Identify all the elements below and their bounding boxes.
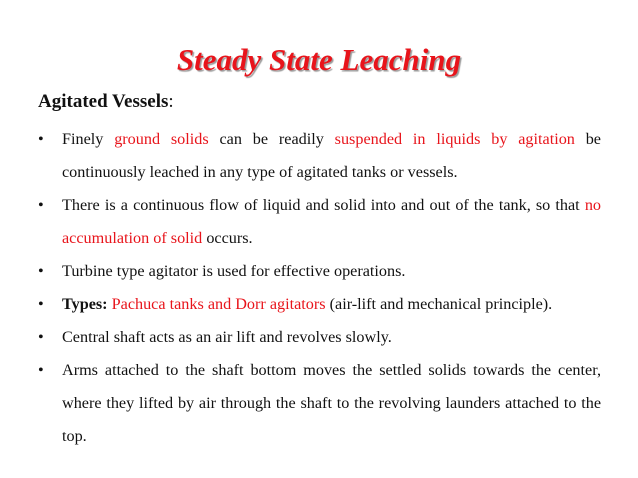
bullet-dot-icon: •	[38, 262, 44, 280]
bullet-text: occurs.	[202, 229, 253, 247]
bold-label: Types:	[62, 295, 108, 313]
bullet-text: Finely	[62, 130, 115, 148]
bullet-dot-icon: •	[38, 361, 44, 379]
slide-title: Steady State Leaching	[176, 42, 462, 77]
bullet-item	[38, 354, 601, 453]
bullet-dot-icon: •	[38, 130, 44, 148]
section-heading-label: Agitated Vessels	[38, 91, 169, 112]
bullet-item	[38, 255, 601, 288]
bullet-text: Central shaft acts as an air lift and revolves slowly.	[62, 328, 392, 346]
bullet-text: Turbine type agitator is used for effective operations.	[62, 262, 406, 280]
highlighted-text: no accumulation of solid	[62, 196, 601, 247]
section-heading	[38, 90, 174, 114]
highlighted-text: ground solids	[114, 130, 209, 148]
bullet-text: There is a continuous flow of liquid and solid into and out of the tank, so that	[62, 196, 585, 214]
bullet-item	[38, 321, 601, 354]
section-heading-colon: :	[168, 91, 174, 112]
bullet-dot-icon: •	[38, 196, 44, 214]
bullet-text: Arms attached to the shaft bottom moves the settled solids towards the center, where they lifted by air through the shaft to the revolving launders attached to the top.	[62, 361, 601, 445]
bullet-dot-icon: •	[38, 295, 44, 313]
highlighted-text: Pachuca tanks and Dorr agitators	[111, 295, 326, 313]
bullet-list	[38, 123, 601, 453]
bullet-text: be continuously leached in any type of agitated tanks or vessels.	[62, 130, 601, 181]
bullet-item	[38, 288, 601, 321]
highlighted-text: suspended in liquids by agitation	[334, 130, 575, 148]
bullet-dot-icon: •	[38, 328, 44, 346]
bullet-item	[38, 123, 601, 189]
bullet-text: (air-lift and mechanical principle).	[325, 295, 553, 313]
bullet-item	[38, 189, 601, 255]
bullet-text: can be readily	[208, 130, 335, 148]
